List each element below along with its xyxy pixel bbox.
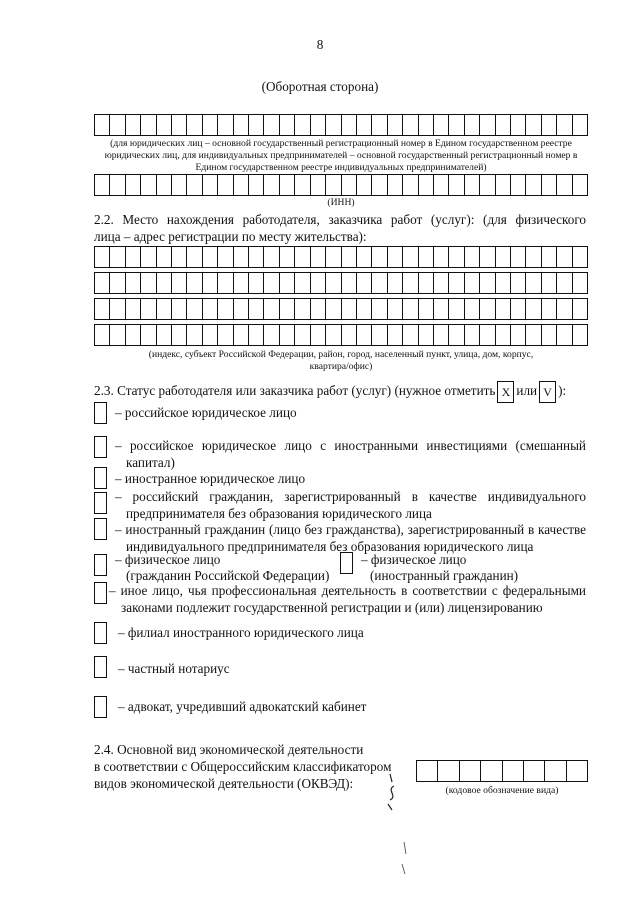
mark-v-sample: V: [539, 381, 556, 403]
or-text: или: [516, 383, 538, 399]
section-2-4-line2: в соответствии с Общероссийским классификатором: [94, 759, 392, 774]
scan-artifact-speck: [396, 840, 416, 880]
checkbox-foreign-legal-entity[interactable]: [94, 467, 107, 489]
option-russian-legal-entity: – российское юридическое лицо: [115, 405, 297, 420]
section-2-4-line3: видов экономической деятельности (ОКВЭД):: [94, 776, 354, 791]
ogrn-cells[interactable]: [94, 114, 588, 136]
close-paren-text: ):: [558, 383, 567, 399]
option-foreign-branch: – филиал иностранного юридического лица: [118, 625, 364, 640]
scan-artifact-mark: [376, 770, 406, 820]
address-cells-row-3[interactable]: [94, 298, 588, 320]
page-number: 8: [316, 37, 324, 52]
address-note-line1: (индекс, субъект Российской Федерации, район, город, населенный пункт, улица, дом, корпус,: [148, 349, 534, 360]
option-individual-russian-line2: (гражданин Российской Федерации): [126, 568, 330, 583]
checkbox-other-licensed-person[interactable]: [94, 582, 107, 604]
ogrn-note: (для юридических лиц – основной государственный регистрационный номер в Едином государственном реестре юридических лиц, для индивидуальных предпринимателей – основной государственный регистрационный номер в Едином государственном реестре индивидуальных предпринимателей): [104, 138, 578, 173]
option-foreign-investment-line1: – российское юридическое лицо с иностранными инвестициями (смешанный: [115, 438, 586, 453]
checkbox-individual-russian[interactable]: [94, 554, 107, 576]
inn-note: (ИНН): [327, 197, 355, 208]
option-russian-entrepreneur-line2: предпринимателя без образования юридического лица: [126, 506, 432, 521]
option-other-licensed-line2: законами подлежит государственной регистрации и (или) лицензированию: [121, 600, 543, 615]
side-title: (Оборотная сторона): [261, 79, 379, 94]
checkbox-private-notary[interactable]: [94, 656, 107, 678]
checkbox-advocate[interactable]: [94, 696, 107, 718]
inn-cells[interactable]: [94, 174, 588, 196]
okved-code-cells[interactable]: [416, 760, 588, 782]
checkbox-russian-legal-entity-foreign-investment[interactable]: [94, 436, 107, 458]
option-individual-foreign-line1: – физическое лицо: [361, 552, 467, 567]
option-individual-russian-line1: – физическое лицо: [115, 552, 221, 567]
address-cells-row-4[interactable]: [94, 324, 588, 346]
option-russian-entrepreneur-line1: – российский гражданин, зарегистрированный в качестве индивидуального: [115, 489, 586, 504]
section-2-3-intro: [94, 381, 566, 403]
checkbox-foreign-branch[interactable]: [94, 622, 107, 644]
address-cells-row-2[interactable]: [94, 272, 588, 294]
option-individual-foreign-line2: (иностранный гражданин): [370, 568, 519, 583]
checkbox-individual-foreign[interactable]: [340, 552, 353, 574]
section-2-2-line1: 2.2. Место нахождения работодателя, заказчика работ (услуг): (для физического: [94, 212, 586, 227]
option-foreign-legal-entity: – иностранное юридическое лицо: [115, 471, 306, 486]
option-private-notary: – частный нотариус: [118, 661, 230, 676]
option-foreign-investment-line2: капитал): [126, 455, 175, 470]
address-note-line2: квартира/офис): [309, 361, 373, 372]
mark-x-sample: X: [497, 381, 514, 403]
okved-code-note: (кодовое обозначение вида): [445, 785, 559, 796]
address-cells-row-1[interactable]: [94, 246, 588, 268]
section-2-2-line2: лица – адрес регистрации по месту жительства):: [94, 229, 367, 244]
section-2-4-line1: 2.4. Основной вид экономической деятельности: [94, 742, 364, 757]
checkbox-russian-legal-entity[interactable]: [94, 402, 107, 424]
option-foreign-entrepreneur-line2: индивидуального предпринимателя без образования юридического лица: [126, 539, 534, 554]
section-2-3-text: 2.3. Статус работодателя или заказчика работ (услуг) (нужное отметить: [94, 383, 496, 399]
option-other-licensed-line1: – иное лицо, чья профессиональная деятельность в соответствии с федеральными: [109, 583, 586, 598]
option-foreign-entrepreneur-line1: – иностранный гражданин (лицо без гражданства), зарегистрированный в качестве: [115, 522, 586, 537]
option-advocate: – адвокат, учредивший адвокатский кабинет: [118, 699, 367, 714]
checkbox-foreign-entrepreneur[interactable]: [94, 518, 107, 540]
checkbox-russian-entrepreneur[interactable]: [94, 492, 107, 514]
